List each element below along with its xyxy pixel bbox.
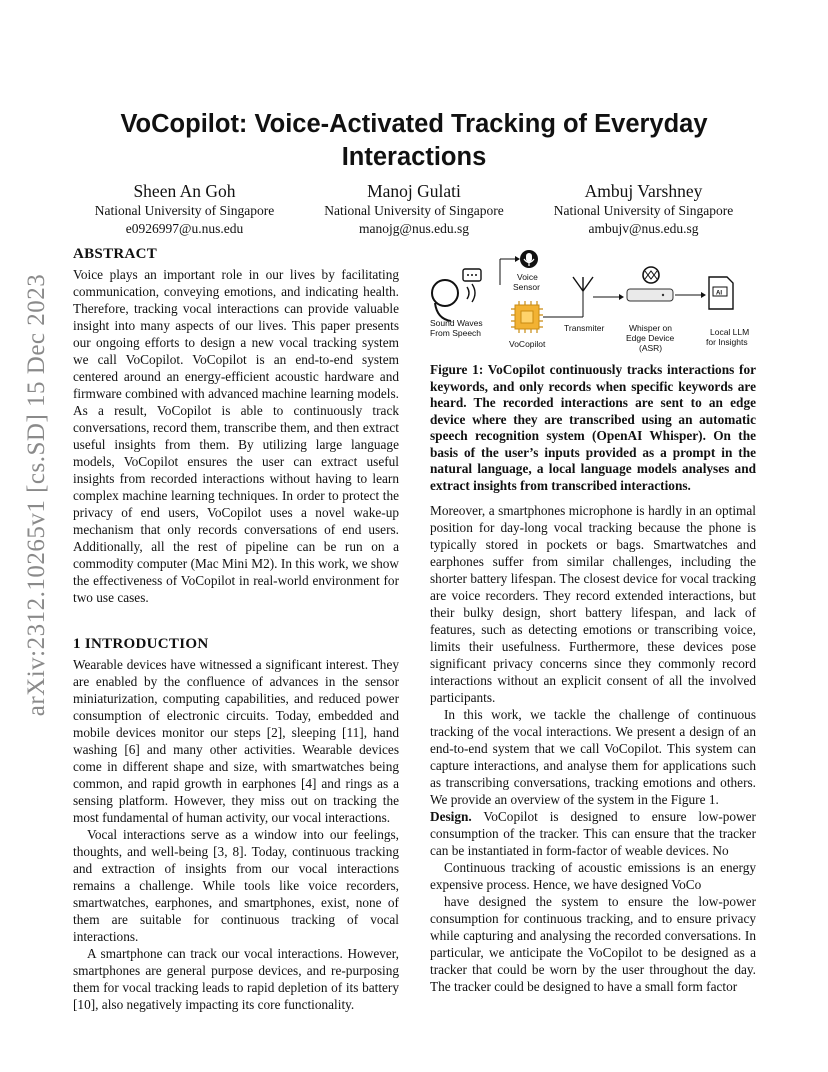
body-paragraph: Continuous tracking of acoustic emissions is an energy expensive process. Hence, we have designed VoCo — [430, 860, 756, 892]
speaker-head-icon — [432, 280, 475, 321]
author-email: manojg@nus.edu.sg — [359, 221, 469, 236]
design-text: VoCopilot is designed to ensure low-power consumption of the tracker. This can ensure that the tracker can be instantiated in form-factor of weable devices. No — [430, 809, 756, 858]
mac-mini-icon — [627, 289, 673, 301]
antenna-icon — [573, 277, 593, 291]
label-voice-sensor: Voice Sensor — [513, 272, 540, 292]
author-2 — [300, 180, 529, 238]
arrow-to-llm — [675, 292, 706, 298]
author-1 — [70, 180, 299, 238]
label-local-llm: Local LLM for Insights — [706, 327, 750, 347]
abstract-heading: ABSTRACT — [73, 246, 158, 262]
right-column — [430, 502, 756, 995]
intro-paragraph-2: Vocal interactions serve as a window into our feelings, thoughts, and well-being [3, 8]. Today, continuous tracking and extraction of insights from our vocal interactions remains a challenge. While tools like voice recorders, smartwatches, earphones, and smartphones, exist, none of them are suitable for continuous tracking of vocal interactions. — [73, 827, 399, 944]
author-affiliation: National University of Singapore — [94, 203, 275, 218]
author-3 — [529, 180, 758, 238]
author-affiliation: National University of Singapore — [553, 203, 734, 218]
author-block — [70, 180, 758, 238]
author-email: e0926997@u.nus.edu — [125, 221, 244, 236]
link-chip-to-antenna — [543, 291, 583, 317]
openai-logo-icon — [643, 267, 659, 283]
arxiv-stamp — [22, 273, 52, 717]
ai-badge-text: AI — [716, 290, 722, 297]
body-paragraph: have designed the system to ensure the low-power consumption for continuous tracking, and to ensure privacy while capturing and analysing the recorded conversations. In particular, we anticipate the VoCopilot to be designed as a tracker that could be worn by the user throughout the day. The tracker could be designed to have a small form factor — [430, 894, 756, 994]
label-whisper: Whisper on Edge Device (ASR) — [626, 323, 675, 353]
abstract-text: Voice plays an important role in our lives by facilitating communication, conveying emotions, and indicating health. Therefore, tracking vocal interactions can provide valuable insight into many aspects of our lives. This paper presents our ongoing efforts to design a new vocal tracking system we call VoCopilot. VoCopilot is an end-to-end system centered around an energy-efficient acoustic hardware and firmware combined with advanced machine learning models. As a result, VoCopilot is able to continuously track conversations, record them, transcribe them, and then extract useful insights from them. By utilizing large language models, VoCopilot ensures the user can extract useful insights from recorded interactions without having to learn complex machine learning techniques. In order to protect the privacy of end users, VoCopilot uses a novel wake-up mechanism that only records conversations of end users. Additionally, all the rest of pipeline can be run on a commodity computer (Mac Mini M2). In this work, we show the effectiveness of VoCopilot in real-world environment for two use cases. — [73, 267, 399, 605]
document-ai-icon — [709, 277, 733, 309]
label-transmitter: Transmiter — [564, 323, 605, 333]
intro-paragraph-3: A smartphone can track our vocal interactions. However, smartphones are general purpose devices, and re-purposing them for vocal tracking leads to rapid depletion of its battery [10], also negatively impacting its core functionality. — [73, 946, 399, 1012]
microphone-icon — [520, 250, 538, 268]
author-email: ambujv@nus.edu.sg — [588, 221, 699, 236]
design-label: Design. — [430, 809, 472, 824]
figure-1-diagram — [423, 247, 759, 359]
intro-paragraph-1: Wearable devices have witnessed a significant interest. They are enabled by the confluence of advances in the sensor miniaturization, computing capabilities, and reduced power consumption of electronic circuits. Today, embedded and mobile devices monitor our steps [2], sleeping [11], hand washing [6] and many other activities. Wearable devices come in different shape and size, with smartwatches being common, and rapid growth in earphones [4] and rings as a sensing platform. However, they miss out on tracking the most fundamental of human activity, our vocal interactions. — [73, 657, 399, 825]
body-paragraph: Moreover, a smartphones microphone is hardly in an optimal position for day-long vocal tracking because the phone is typically stored in pockets or bags. Smartwatches and earphones suffer from similar challenges, including the shorter battery lifespan. The closest device for vocal tracking are voice recorders. They record extended interactions, but their bulky design, short battery lifespan, and lack of features, such as detecting emotions or transcribing voice, limits their usefulness. Furthermore, these devices pose significant privacy concerns since they commonly record interactions without an explicit consent of all the involved participants. — [430, 503, 756, 705]
author-name: Manoj Gulati — [367, 181, 461, 201]
label-vocopilot: VoCopilot — [509, 339, 546, 349]
design-paragraph — [430, 808, 756, 859]
author-name: Ambuj Varshney — [584, 181, 703, 201]
intro-heading: 1 INTRODUCTION — [73, 636, 209, 652]
arrow-to-edge — [593, 294, 624, 300]
arxiv-id: arXiv:2312.10265v1 [cs.SD] 15 Dec 2023 — [23, 273, 50, 717]
left-column — [73, 246, 399, 1013]
label-sound-waves: Sound Waves From Speech — [430, 318, 483, 338]
system-diagram — [423, 247, 759, 359]
paper-title: VoCopilot: Voice-Activated Tracking of Everyday Interactions — [120, 110, 708, 171]
body-paragraph: In this work, we tackle the challenge of continuous tracking of the vocal interactions. We present a design of an end-to-end system that we call VoCopilot. This system can capture interactions, and analyse them for applications such as transcribing conversations, tracking emotions and others. We provide an overview of the system in the Figure 1. — [430, 707, 756, 807]
figure-caption: Figure 1: VoCopilot continuously tracks interactions for keywords, and only records when specific keywords are heard. The recorded interactions are sent to an edge device where they are transcribed using an automatic speech recognition system (OpenAI Whisper). On the basis of the user’s inputs provided as a prompt in the natural language, a local language models analyses and extract insights from transcribed interactions. — [430, 362, 756, 493]
author-name: Sheen An Goh — [133, 181, 236, 201]
author-affiliation: National University of Singapore — [324, 203, 504, 218]
chip-icon — [511, 301, 543, 333]
speech-bubble-icon — [463, 269, 481, 281]
